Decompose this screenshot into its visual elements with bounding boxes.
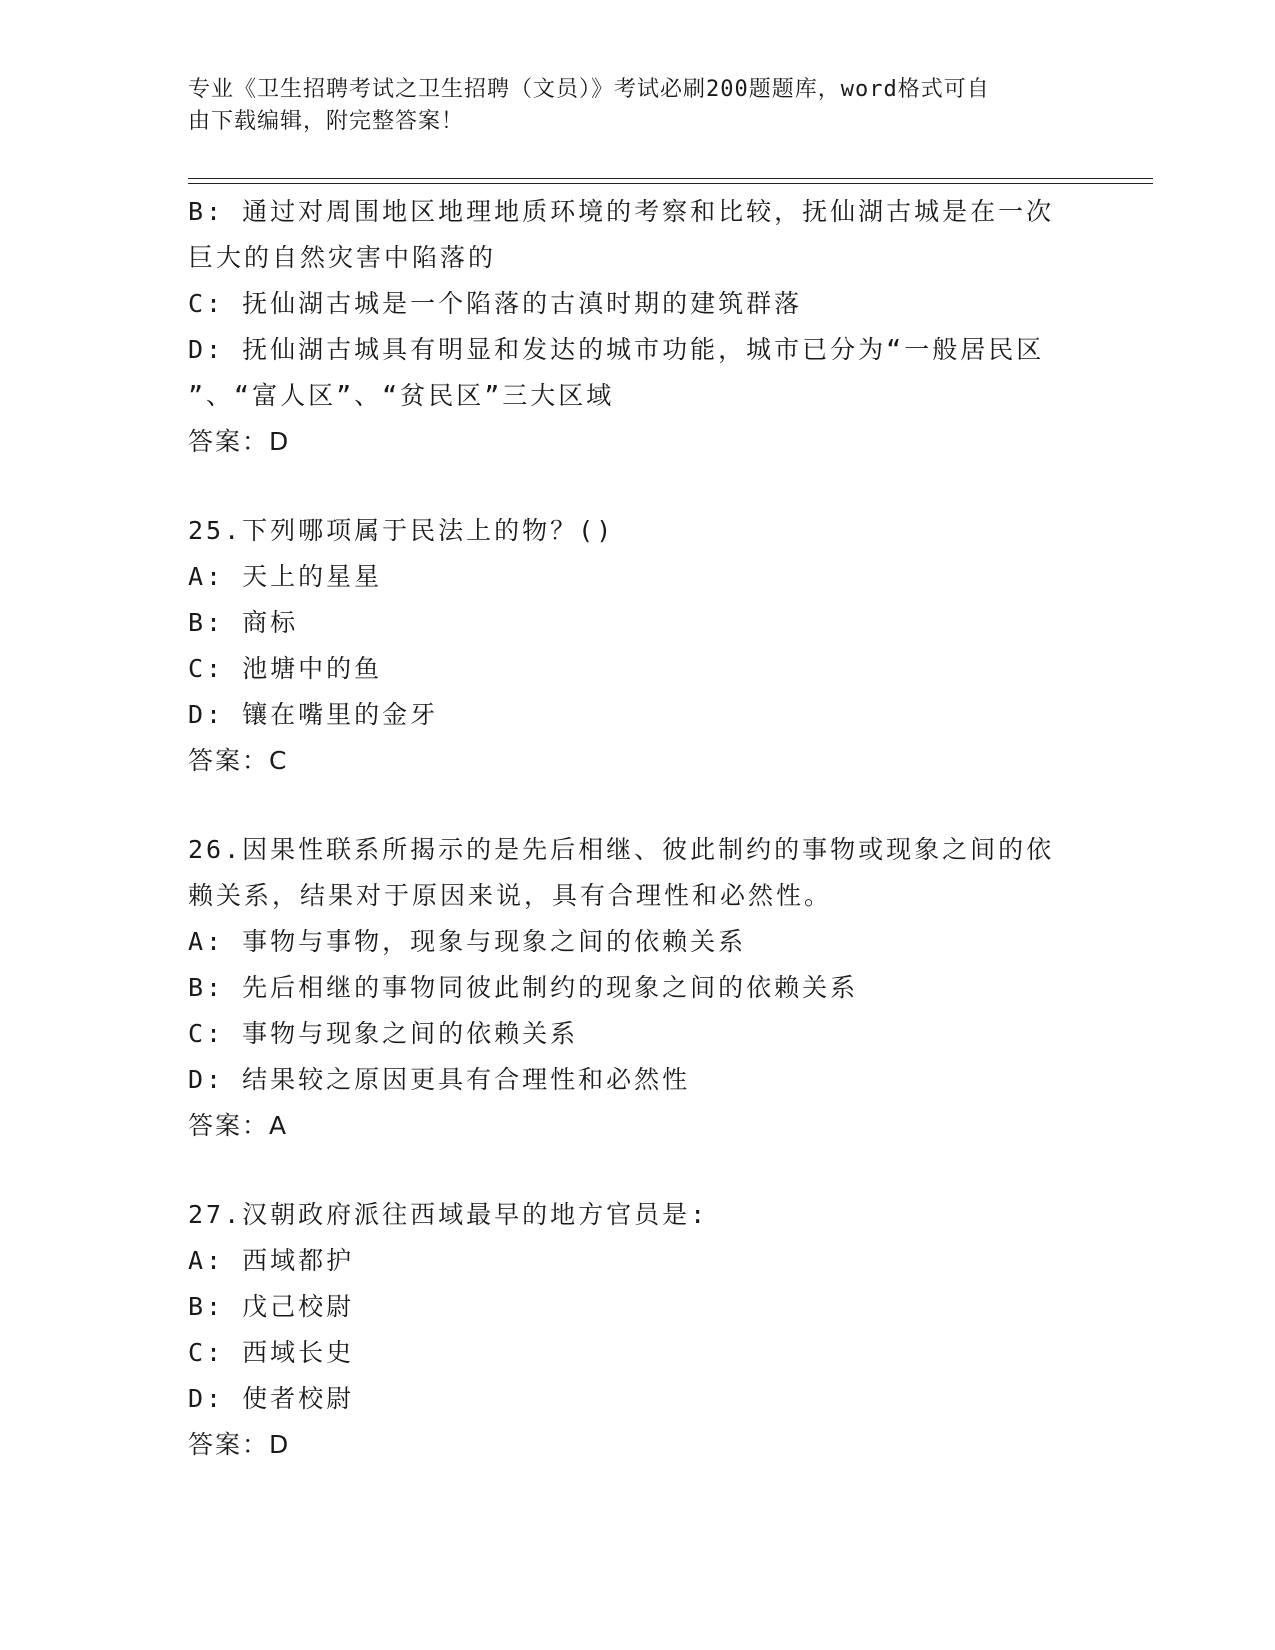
spacer [188,465,1088,508]
option-b-line-1: B: 通过对周围地区地理地质环境的考察和比较，抚仙湖古城是在一次 [188,197,1055,226]
option-b: B: 戊己校尉 [188,1292,355,1321]
document-header [188,74,1068,138]
spacer [188,1149,1088,1192]
option-d: D: 结果较之原因更具有合理性和必然性 [188,1065,691,1094]
question-stem: 25.下列哪项属于民法上的物？() [188,516,615,545]
question-content [188,189,1088,1468]
option-b-line-2: 巨大的自然灾害中陷落的 [188,243,497,272]
answer: 答案：A [188,1111,289,1140]
header-title-line-1: 专业《卫生招聘考试之卫生招聘（文员）》考试必刷200题题库，word格式可自 [188,77,990,102]
question-stem: 27.汉朝政府派往西域最早的地方官员是: [188,1200,709,1229]
option-a: A: 西域都护 [188,1246,355,1275]
answer: 答案：D [188,1430,291,1459]
option-c: C: 西域长史 [188,1338,355,1367]
option-c: C: 抚仙湖古城是一个陷落的古滇时期的建筑群落 [188,289,803,318]
question-25-block [188,508,1088,784]
option-d: D: 镶在嘴里的金牙 [188,700,439,729]
question-stem-line-1: 26.因果性联系所揭示的是先后相继、彼此制约的事物或现象之间的依 [188,835,1055,864]
option-a: A: 天上的星星 [188,562,383,591]
option-b: B: 商标 [188,608,299,637]
option-d: D: 使者校尉 [188,1384,355,1413]
previous-question-block [188,189,1088,465]
header-title-line-2: 由下载编辑，附完整答案！ [188,109,465,134]
option-c: C: 池塘中的鱼 [188,654,383,683]
option-d-line-2: ”、“富人区”、“贫民区”三大区域 [188,381,615,410]
option-a: A: 事物与事物，现象与现象之间的依赖关系 [188,927,747,956]
question-27-block [188,1192,1088,1468]
option-b: B: 先后相继的事物同彼此制约的现象之间的依赖关系 [188,973,859,1002]
header-divider-bottom [188,183,1153,184]
option-d-line-1: D: 抚仙湖古城具有明显和发达的城市功能，城市已分为“一般居民区 [188,335,1045,364]
answer: 答案：D [188,427,291,456]
spacer [188,784,1088,827]
option-c: C: 事物与现象之间的依赖关系 [188,1019,579,1048]
answer: 答案：C [188,746,289,775]
header-divider-top [188,178,1153,179]
question-26-block [188,827,1088,1149]
question-stem-line-2: 赖关系，结果对于原因来说，具有合理性和必然性。 [188,881,833,910]
